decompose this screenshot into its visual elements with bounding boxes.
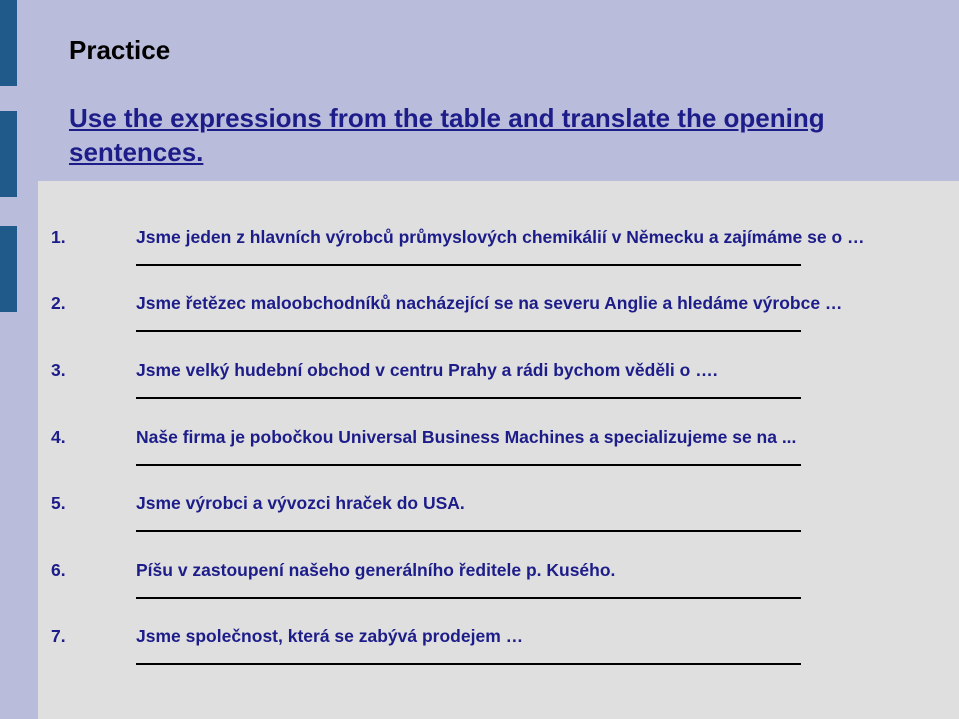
answer-line <box>136 597 801 599</box>
exercise-panel <box>38 181 959 719</box>
answer-line <box>136 330 801 332</box>
item-sentence: Naše firma je pobočkou Universal Business Machines a specializujeme se na ... <box>136 427 797 447</box>
item-number: 5. <box>51 493 66 513</box>
answer-line <box>136 464 801 466</box>
decorative-stripe-bottom <box>0 226 17 312</box>
decorative-stripe-top <box>0 0 17 86</box>
answer-line <box>136 264 801 266</box>
slide-title: Practice <box>69 35 171 65</box>
item-number: 1. <box>51 227 66 247</box>
item-number: 6. <box>51 560 66 580</box>
answer-line <box>136 397 801 399</box>
item-number: 7. <box>51 626 66 646</box>
item-sentence: Jsme velký hudební obchod v centru Prahy a rádi bychom věděli o …. <box>136 360 718 380</box>
item-sentence: Jsme jeden z hlavních výrobců průmyslových chemikálií v Německu a zajímáme se o … <box>136 227 865 247</box>
item-number: 3. <box>51 360 66 380</box>
item-sentence: Jsme řetězec maloobchodníků nacházející se na severu Anglie a hledáme výrobce … <box>136 293 843 313</box>
item-sentence: Píšu v zastoupení našeho generálního ředitele p. Kusého. <box>136 560 616 580</box>
answer-line <box>136 530 801 532</box>
item-number: 2. <box>51 293 66 313</box>
slide-subtitle: Use the expressions from the table and translate the opening sentences. <box>69 103 825 167</box>
decorative-stripe-middle <box>0 111 17 197</box>
item-number: 4. <box>51 427 66 447</box>
item-sentence: Jsme společnost, která se zabývá prodejem … <box>136 626 524 646</box>
answer-line <box>136 663 801 665</box>
item-sentence: Jsme výrobci a vývozci hraček do USA. <box>136 493 465 513</box>
